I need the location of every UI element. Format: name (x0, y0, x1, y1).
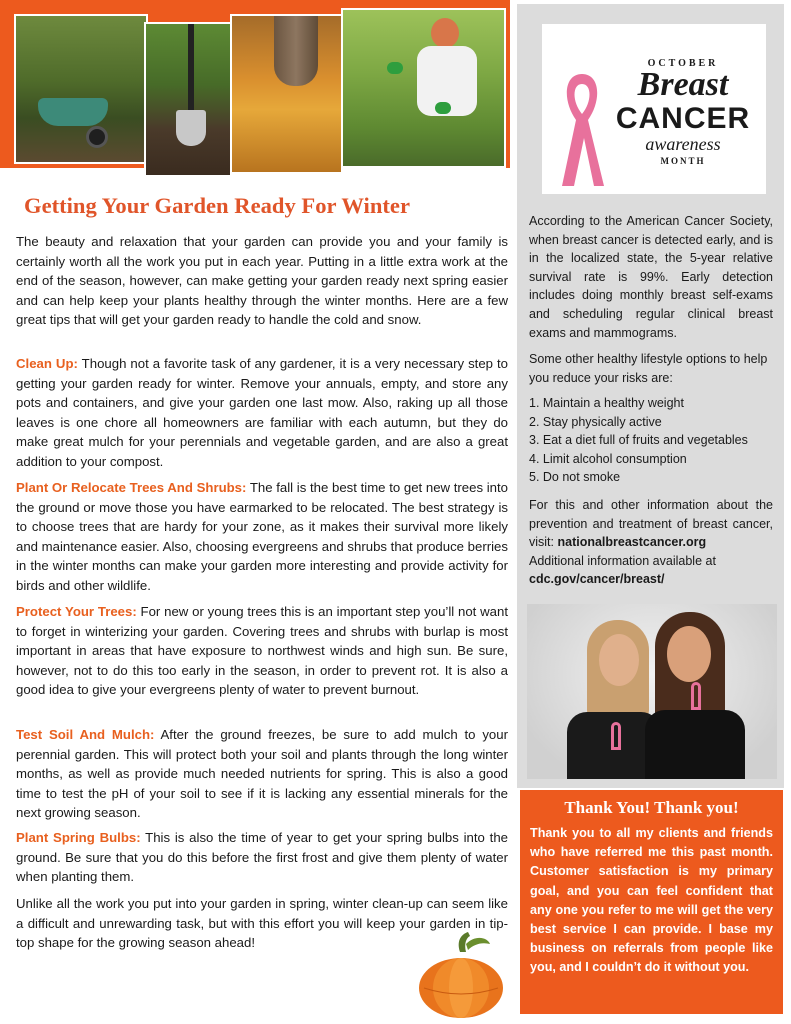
glove-icon (387, 62, 403, 74)
section-plant-relocate (16, 478, 508, 595)
logo-october: OCTOBER (647, 58, 719, 69)
pumpkin-icon (416, 930, 506, 1020)
section-spring-bulbs (16, 828, 508, 887)
wheel-icon (86, 126, 108, 148)
woman-top (645, 710, 745, 779)
list-item: 3. Eat a diet full of fruits and vegetables (529, 433, 748, 448)
logo-cancer: CANCER (615, 102, 751, 135)
woman-face (667, 626, 711, 682)
section-protect-trees (16, 602, 508, 700)
article-title: Getting Your Garden Ready For Winter (24, 193, 410, 218)
section-heading: Clean Up: (16, 356, 78, 371)
intro-paragraph: The beauty and relaxation that your garden can provide you and your family is certainly worth all the work you put in each year. Putting in a little extra work at the end of the season, however, can make getting your garden ready next spring easier and can help keep your plants healthy through the winter months. Here are a few great tips that will get your garden ready to handle the cold and snow. (16, 234, 508, 327)
shovel-handle-icon (188, 24, 194, 114)
tree-trunk-icon (274, 16, 318, 86)
glove-icon (435, 102, 451, 114)
wheelbarrow-photo (14, 14, 148, 164)
sidebar-info-more: Additional information available at (529, 554, 716, 568)
gardener-photo (341, 8, 506, 168)
section-heading: Test Soil And Mulch: (16, 727, 155, 742)
wheelbarrow-icon (38, 98, 108, 126)
section-text: The fall is the best time to get new trees into the ground or move those you have earmarked to be relocated. The best strategy is to choose trees that are hardy for your zone, as it makes their survival more likely and maintenance easier. Also, choosing evergreens and shrubs that produce berries in the winter months can make your garden more interesting and provide activity for birds and other wildlife. (16, 480, 508, 593)
section-text: This is also the time of year to get your spring bulbs into the ground. Be sure that you do this before the first frost and give them plenty of water when planting them. (16, 830, 508, 884)
lifestyle-options-list (529, 394, 773, 487)
logo-breast: Breast (637, 66, 729, 103)
section-clean-up (16, 354, 508, 471)
thank-you-body: Thank you to all my clients and friends who have referred me this past month. Customer satisfaction is my primary goal, and you can feel confident that any one you refer to me will get the very best service I can provide. I base my business on referrals from people like you, and I couldn’t do it without you. (530, 826, 773, 975)
closing-paragraph: Unlike all the work you put into your garden in spring, winter clean-up can seem like a difficult and unrewarding task, but with this effort you will keep your garden in tip-top shape for the growing season ahead! (16, 896, 508, 950)
sidebar-info (529, 496, 773, 552)
section-text: After the ground freezes, be sure to add mulch to your perennial garden. This will protect both your soil and plants through the long winter months, as well as provide much needed nutrients for spring. This is also a good time to test the pH of your soil to see if it is lacking any essential minerals for the next growing season. (16, 727, 508, 820)
logo-awareness: awareness (645, 134, 721, 154)
pink-ribbon-icon (558, 70, 606, 188)
section-heading: Plant Or Relocate Trees And Shrubs: (16, 480, 247, 495)
list-item: 2. Stay physically active (529, 414, 662, 429)
woman-face (599, 634, 639, 686)
thank-you-title: Thank You! Thank you! (564, 798, 739, 817)
logo-month: MONTH (660, 156, 706, 166)
info-lead: For this and other information about the prevention and treatment of breast cancer, visit: (529, 498, 773, 550)
list-item: 1. Maintain a healthy weight (529, 396, 684, 410)
sidebar-options-lead: Some other healthy lifestyle options to help you reduce your risks are: (529, 352, 768, 385)
section-heading: Plant Spring Bulbs: (16, 830, 141, 845)
thank-you-box (520, 790, 783, 1014)
info-site-link[interactable]: nationalbreastcancer.org (557, 535, 707, 550)
shovel-photo (144, 22, 232, 177)
section-test-soil (16, 725, 508, 823)
section-text: Though not a favorite task of any gardener, it is a very necessary step to getting your garden ready for winter. Remove your annuals, empty, and store any pots and containers, and give your garden one last mow. Also, raking up all those leaves is one chore all homeowners are familiar with each autumn, but they do make great mulch for your perennials and vegetable garden, and are also a great addition to your compost. (16, 356, 508, 469)
sidebar-intro: According to the American Cancer Society, when breast cancer is detected early, and is in the localized state, the 5-year relative survival rate is 99%. Early detection includes doing monthly breast self-exams and scheduling regular clinical breast exams and mammograms. (529, 214, 773, 340)
list-item: 5. Do not smoke (529, 470, 621, 485)
pink-ribbon-icon (611, 722, 621, 750)
autumn-leaves-photo (230, 14, 343, 174)
pink-ribbon-icon (691, 682, 701, 710)
section-heading: Protect Your Trees: (16, 604, 137, 619)
list-item: 4. Limit alcohol consumption (529, 451, 687, 466)
cdc-link[interactable]: cdc.gov/cancer/breast/ (529, 572, 665, 586)
gardener-head-icon (431, 18, 459, 48)
section-text: For new or young trees this is an important step you’ll not want to forget in winterizing your garden. Covering trees and shrubs with burlap is most important in areas that have exposure to northwest winds and high sun. Be sure, however, not to do this too early in the season, in order to prevent rot. It is also a good idea to give your evergreens plenty of water to prevent burnout. (16, 604, 509, 697)
women-photo (527, 604, 777, 779)
shovel-blade-icon (176, 110, 206, 146)
